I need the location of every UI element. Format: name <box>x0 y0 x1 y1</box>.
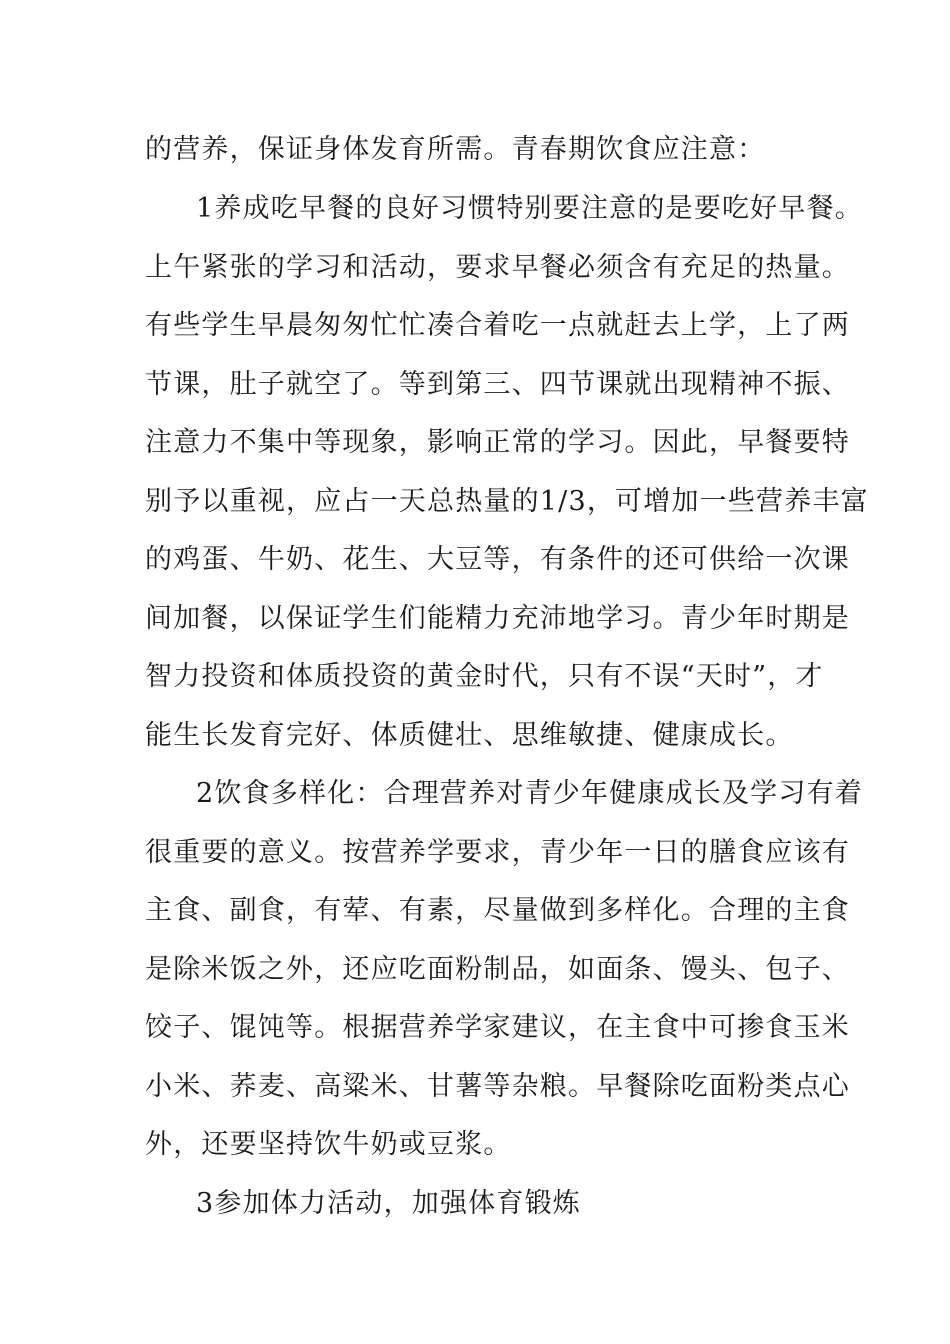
text-line: 间加餐，以保证学生们能精力充沛地学习。青少年时期是 <box>145 603 850 634</box>
text-line: 上午紧张的学习和活动，要求早餐必须含有充足的热量。 <box>145 252 850 283</box>
text-line: 别予以重视，应占一天总热量的1/3，可增加一些营养丰富 <box>145 486 869 517</box>
text-line: 智力投资和体质投资的黄金时代，只有不误“天时”，才 <box>145 661 824 692</box>
text-line: 饺子、馄饨等。根据营养学家建议，在主食中可掺食玉米 <box>145 1012 850 1043</box>
text-line: 是除米饭之外，还应吃面粉制品，如面条、馒头、包子、 <box>145 954 850 985</box>
text-line: 小米、荞麦、高粱米、甘薯等杂粮。早餐除吃面粉类点心 <box>145 1071 850 1102</box>
text-line: 的营养，保证身体发育所需。青春期饮食应注意： <box>145 134 766 165</box>
text-line: 有些学生早晨匆匆忙忙凑合着吃一点就赶去上学，上了两 <box>145 310 850 341</box>
text-line: 能生长发育完好、体质健壮、思维敏捷、健康成长。 <box>145 720 794 751</box>
text-line: 的鸡蛋、牛奶、花生、大豆等，有条件的还可供给一次课 <box>145 544 850 575</box>
text-line: 主食、副食，有荤、有素，尽量做到多样化。合理的主食 <box>145 895 850 926</box>
text-line: 外，还要坚持饮牛奶或豆浆。 <box>145 1129 512 1160</box>
paragraph-3-first-line: 3参加体力活动，加强体育锻炼 <box>196 1188 581 1219</box>
text-line: 节课，肚子就空了。等到第三、四节课就出现精神不振、 <box>145 369 850 400</box>
paragraph-1-first-line: 1养成吃早餐的良好习惯特别要注意的是要吃好早餐。 <box>196 193 863 224</box>
paragraph-2-first-line: 2饮食多样化：合理营养对青少年健康成长及学习有着 <box>196 778 863 809</box>
text-line: 注意力不集中等现象，影响正常的学习。因此，早餐要特 <box>145 427 850 458</box>
text-line: 很重要的意义。按营养学要求，青少年一日的膳食应该有 <box>145 837 850 868</box>
